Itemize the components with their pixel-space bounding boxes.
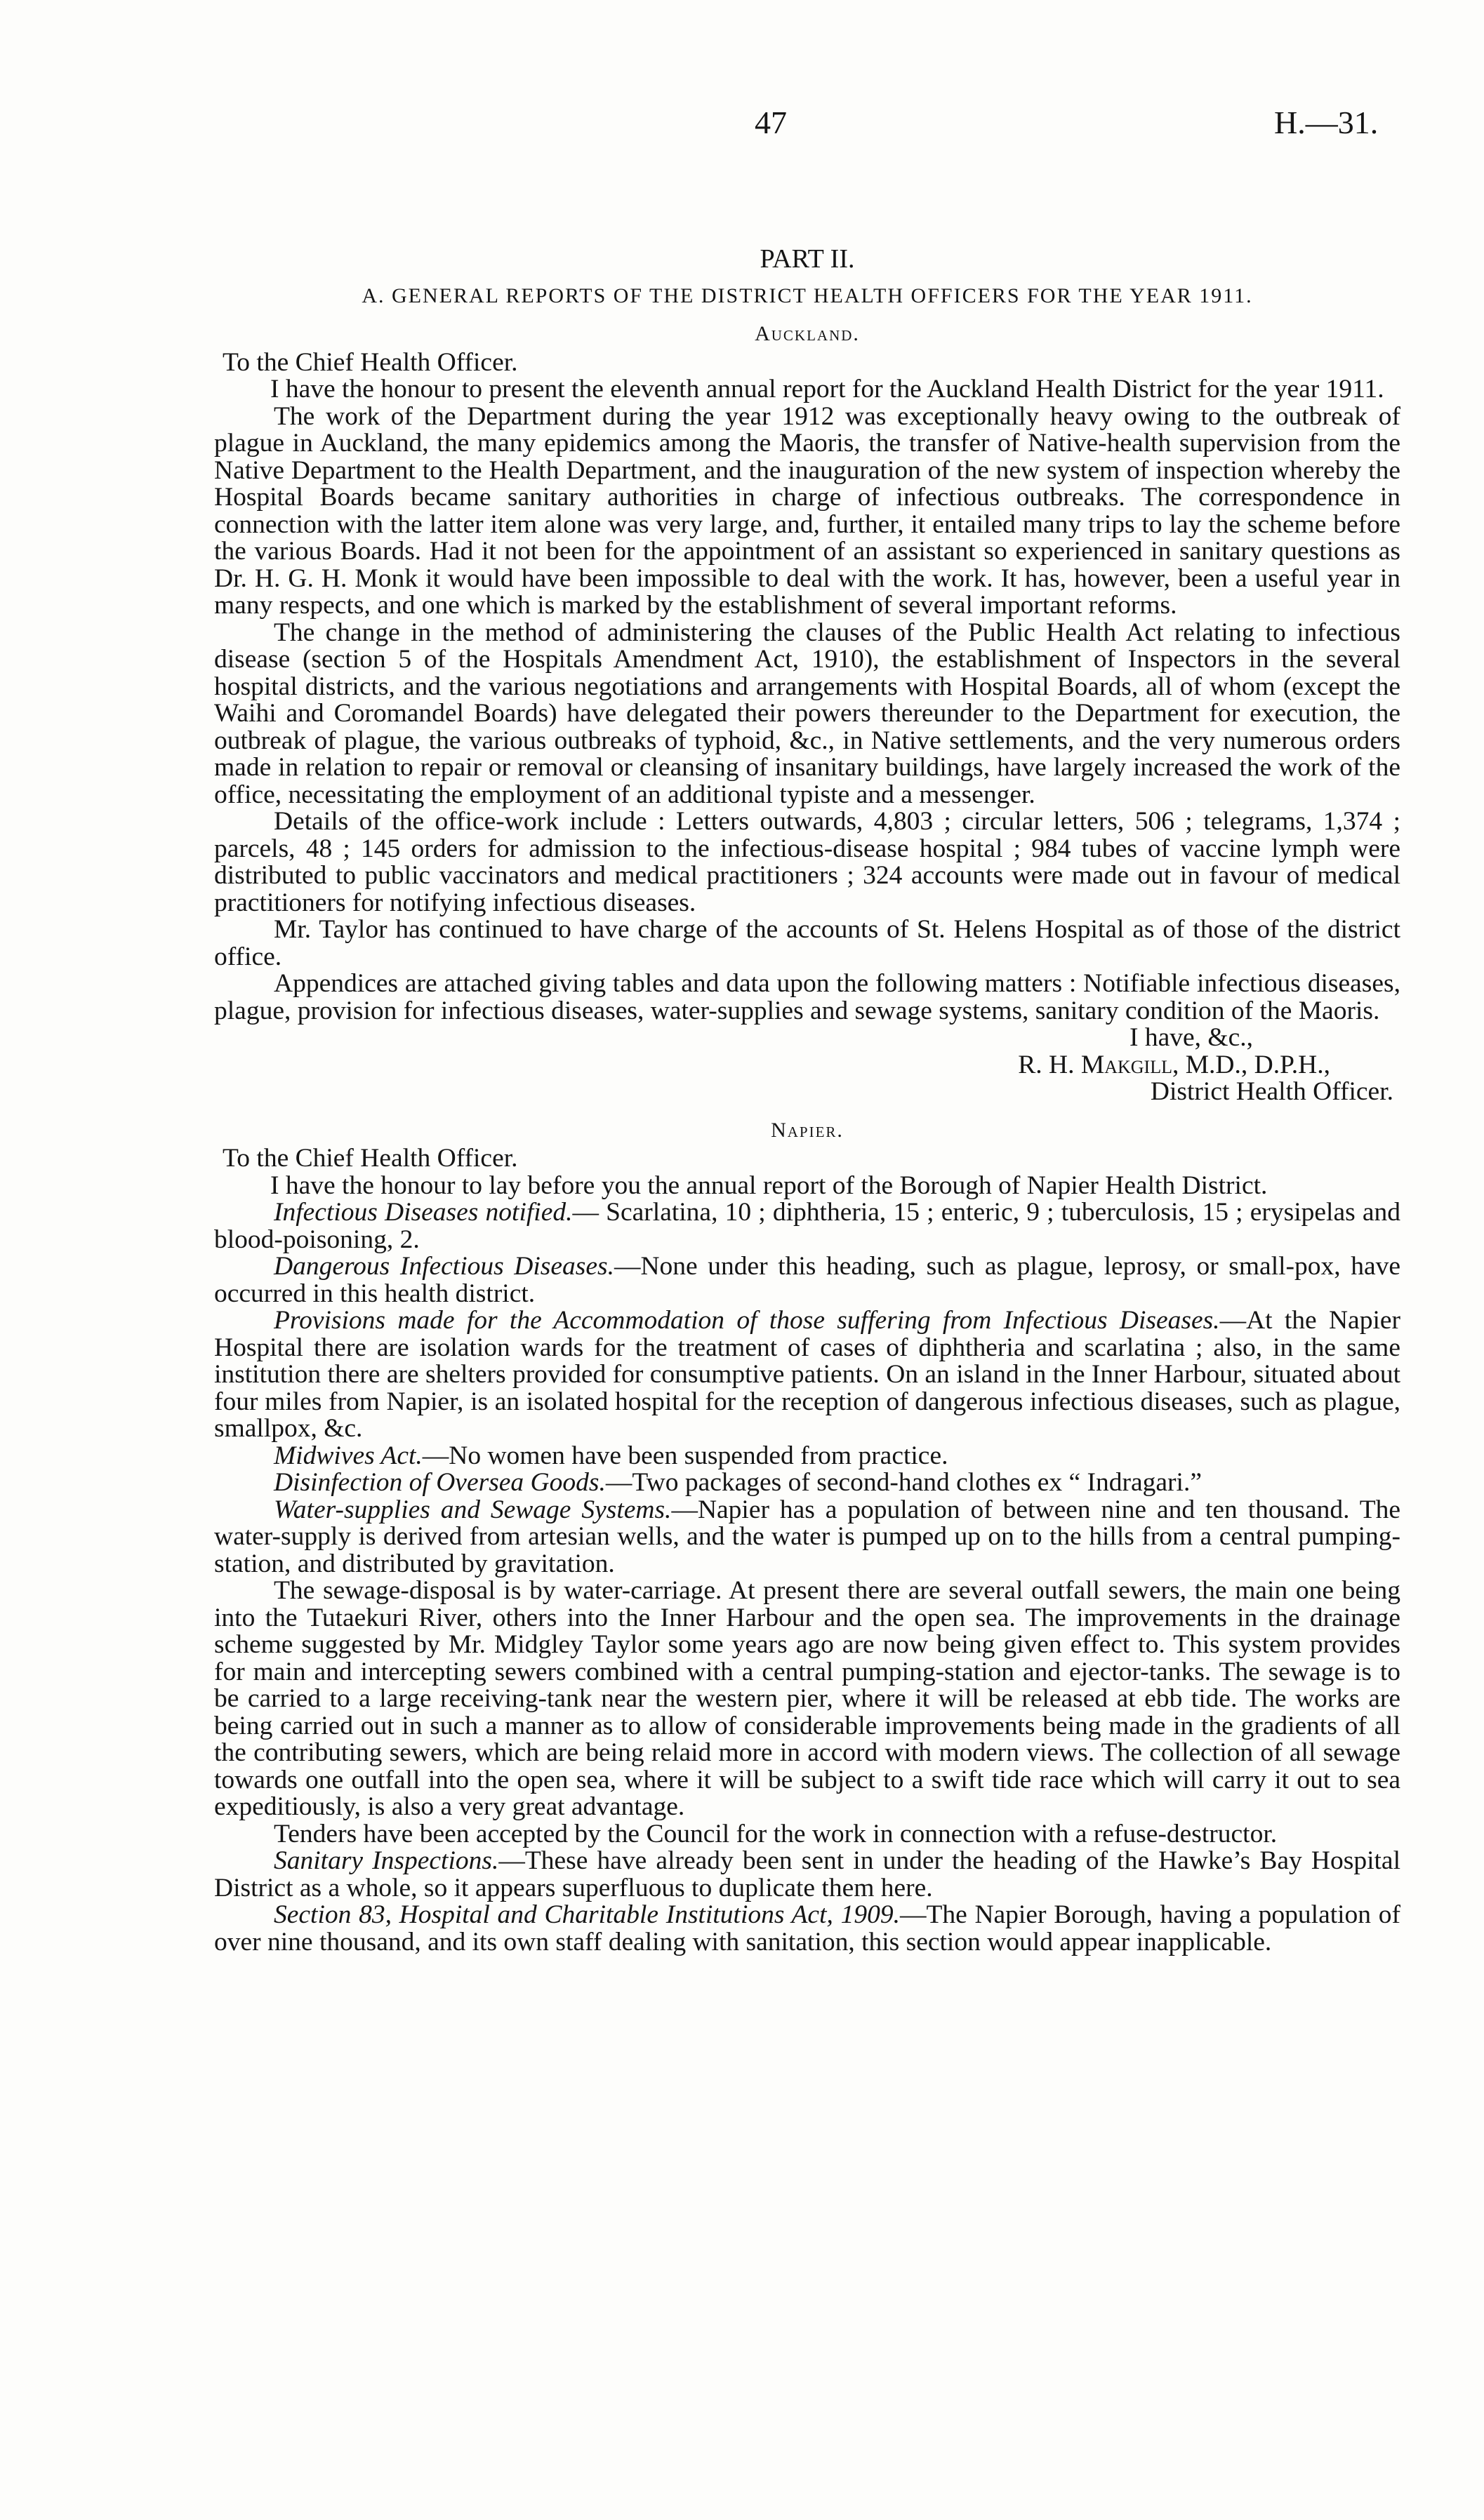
page-number: 47 <box>755 105 787 140</box>
auckland-address: To the Chief Health Officer. <box>223 347 518 377</box>
napier-item: Section 83, Hospital and Charitable Institutions Act, 1909.—The Napier Borough, having a population of over nine thousand, and its own staff dealing with sanitation, this section would appear inapplicable. <box>214 1900 1400 1956</box>
auckland-paragraph: Appendices are attached giving tables and data upon the following matters : Notifiable infectious diseases, plague, provision for infectious diseases, water-supplies and sewage systems, sanitary condition of the Maoris. <box>214 969 1400 1025</box>
napier-item: Provisions made for the Accommodation of those suffering from Infectious Diseases.—At the Napier Hospital there are isolation wards for the treatment of cases of diphtheria and scarlatina ; also, in the same institution there are shelters provided for consumptive patients. On an island in the Inner Harbour, situated about four miles from Napier, is an isolated hospital for the reception of dangerous infectious diseases, such as plague, smallpox, &c. <box>214 1306 1401 1443</box>
page-body <box>214 246 1400 1956</box>
napier-heading: Napier. <box>771 1118 844 1142</box>
section-title: A. GENERAL REPORTS OF THE DISTRICT HEALTH OFFICERS FOR THE YEAR 1911. <box>362 284 1253 307</box>
auckland-paragraph: The change in the method of administering the clauses of the Public Health Act relating to infectious disease (section 5 of the Hospitals Amendment Act, 1910), the establishment of Inspectors in the several hospital districts, and the various negotiations and arrangements with Hospital Boards, all of whom (except the Waihi and Coromandel Boards) have delegated their powers thereunder to the Department for execution, the outbreak of plague, the various outbreaks of typhoid, &c., in Native settlements, and the very numerous orders made in relation to repair or removal or cleansing of insanitary buildings, have largely increased the work of the office, necessitating the employment of an additional typiste and a messenger. <box>214 618 1400 809</box>
napier-item: Midwives Act.—No women have been suspended from practice. <box>274 1441 948 1470</box>
document-code: H.—31. <box>1274 105 1379 140</box>
auckland-paragraph: Details of the office-work include : Letters outwards, 4,803 ; circular letters, 506 ; telegrams, 1,374 ; parcels, 48 ; 145 orders for admission to the infectious-disease hospital ; 984 tubes of vaccine lymph were distributed to public vaccinators and medical practitioners ; 324 accounts were made out in favour of medical practitioners for notifying infectious diseases. <box>214 807 1400 917</box>
napier-item: Infectious Diseases notified.— Scarlatina, 10 ; diphtheria, 15 ; enteric, 9 ; tuberculosis, 15 ; erysipelas and blood-poisoning, 2. <box>214 1198 1401 1254</box>
auckland-paragraph: Mr. Taylor has continued to have charge of the accounts of St. Helens Hospital as of those of the district office. <box>214 915 1400 971</box>
auckland-heading: Auckland. <box>755 322 860 345</box>
napier-tenders-paragraph: Tenders have been accepted by the Council for the work in connection with a refuse-destructor. <box>274 1819 1278 1848</box>
napier-item: Water-supplies and Sewage Systems.—Napier has a population of between nine and ten thousand. The water-supply is derived from artesian wells, and the water is pumped up on to the hills from a central pumping-station, and distributed by gravitation. <box>214 1495 1400 1578</box>
napier-sewage-paragraph: The sewage-disposal is by water-carriage. At present there are several outfall sewers, the main one being into the Tutaekuri River, others into the Inner Harbour and the open sea. The improvements in the drainage scheme suggested by Mr. Midgley Taylor some years ago are now being given effect to. This system provides for main and intercepting sewers combined with a central pumping-station and ejector-tanks. The sewage is to be carried to a large receiving-tank near the western pier, where it will be released at ebb tide. The works are being carried out in such a manner as to allow of considerable improvements being made in the gradients of all the contributing sewers, which are being relaid more in accord with modern views. The collection of all sewage towards one outfall into the open sea, where it will be subject to a swift tide race which will carry it out to sea expeditiously, is also a very great advantage. <box>214 1576 1400 1821</box>
napier-item: Dangerous Infectious Diseases.—None under this heading, such as plague, leprosy, or small-pox, have occurred in this health district. <box>214 1252 1400 1308</box>
auckland-paragraph: I have the honour to present the eleventh annual report for the Auckland Health District for the year 1911. <box>270 375 1384 404</box>
napier-address: To the Chief Health Officer. <box>223 1144 518 1173</box>
part-title: PART II. <box>760 244 855 274</box>
auckland-closing: I have, &c., <box>1129 1023 1253 1052</box>
napier-item: Sanitary Inspections.—These have already been sent in under the heading of the Hawke’s Bay Hospital District as a whole, so it appears superfluous to duplicate them here. <box>214 1846 1400 1902</box>
napier-intro: I have the honour to lay before you the annual report of the Borough of Napier Health District. <box>270 1171 1268 1200</box>
auckland-paragraph: The work of the Department during the year 1912 was exceptionally heavy owing to the outbreak of plague in Auckland, the many epidemics among the Maoris, the transfer of Native-health supervision from the Native Department to the Health Department, and the inauguration of the new system of inspection whereby the Hospital Boards became sanitary authorities in charge of infectious outbreaks. The correspondence in connection with the latter item alone was very large, and, further, it entailed many trips to lay the scheme before the various Boards. Had it not been for the appointment of an assistant so experienced in sanitary questions as Dr. H. G. H. Monk it would have been impossible to deal with the work. It has, however, been a useful year in many respects, and one which is marked by the establishment of several important reforms. <box>214 401 1400 620</box>
auckland-signatory-title: District Health Officer. <box>1150 1077 1393 1106</box>
napier-item: Disinfection of Oversea Goods.—Two packages of second-hand clothes ex “ Indragari.” <box>274 1468 1202 1497</box>
auckland-signatory: R. H. Makgill, M.D., D.P.H., <box>1018 1050 1330 1079</box>
